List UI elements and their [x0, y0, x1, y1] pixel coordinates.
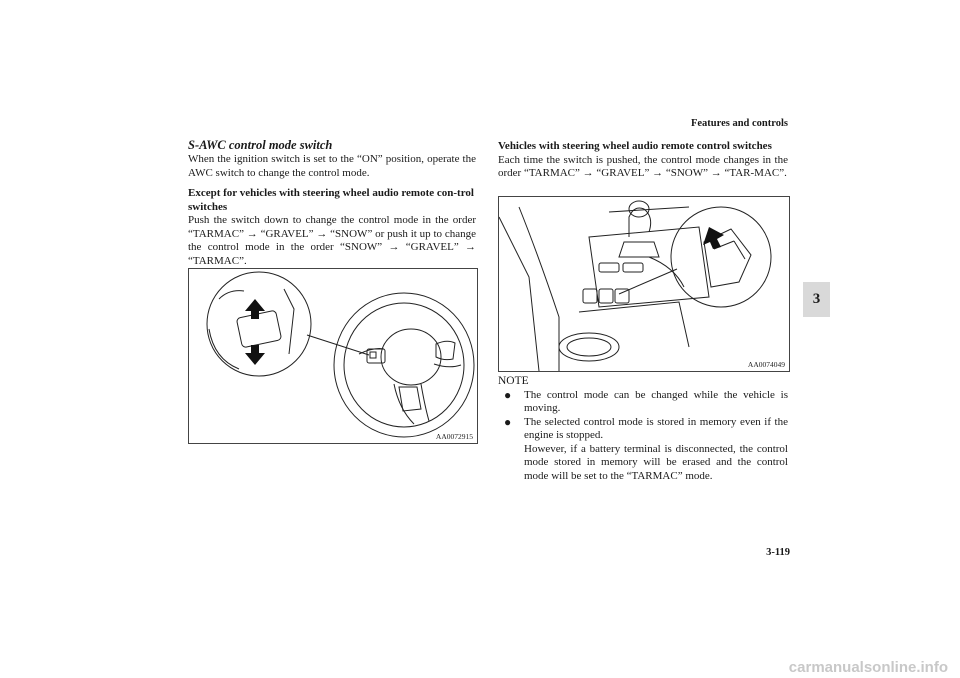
chapter-tab: 3 [803, 282, 830, 317]
note-block [498, 375, 788, 483]
bullet-icon: ● [504, 414, 512, 429]
figure-console-switch [498, 196, 790, 372]
subsection-text-no-remote: Push the switch down to change the control mode in the order “TARMAC” → “GRAVEL” → “SNOW” or push it up to change the control mode in the order “SNOW” → “GRAVEL” → “TARMAC”. [188, 214, 476, 267]
note-item: ● The control mode can be changed while the vehicle is moving. [504, 387, 788, 414]
figure-code: AA0074049 [747, 360, 785, 369]
note-item: ● The selected control mode is stored in memory even if the engine is stopped. [504, 414, 788, 441]
running-header: Features and controls [690, 118, 788, 129]
figure-code: AA0072915 [435, 432, 473, 441]
intro-paragraph: When the ignition switch is set to the “ON” position, operate the AWC switch to change the control mode. [188, 153, 476, 179]
steering-wheel-illustration [189, 269, 477, 443]
left-column [188, 138, 476, 268]
right-column-top [498, 140, 788, 181]
section-title: S-AWC control mode switch [188, 138, 333, 152]
note-list [498, 389, 788, 484]
subsection-heading-remote: Vehicles with steering wheel audio remote control switches [498, 140, 772, 152]
figure-steering-wheel-switch [188, 268, 478, 444]
page-number: 3-119 [766, 547, 790, 558]
subsection-text-remote: Each time the switch is pushed, the control mode changes in the order “TARMAC” → “GRAVEL” → “SNOW” → “TAR-MAC”. [498, 153, 788, 179]
note-item-continuation: However, if a battery terminal is disconnected, the control mode stored in memory will be erased and the control mode will be set to the “TARMAC” mode. [524, 442, 788, 482]
subsection-heading-no-remote: Except for vehicles with steering wheel audio remote con-trol switches [188, 187, 474, 213]
center-console-illustration [499, 197, 789, 371]
footer-watermark: carmanualsonline.info [788, 659, 948, 676]
bullet-icon: ● [504, 387, 512, 402]
note-title: NOTE [498, 375, 529, 387]
